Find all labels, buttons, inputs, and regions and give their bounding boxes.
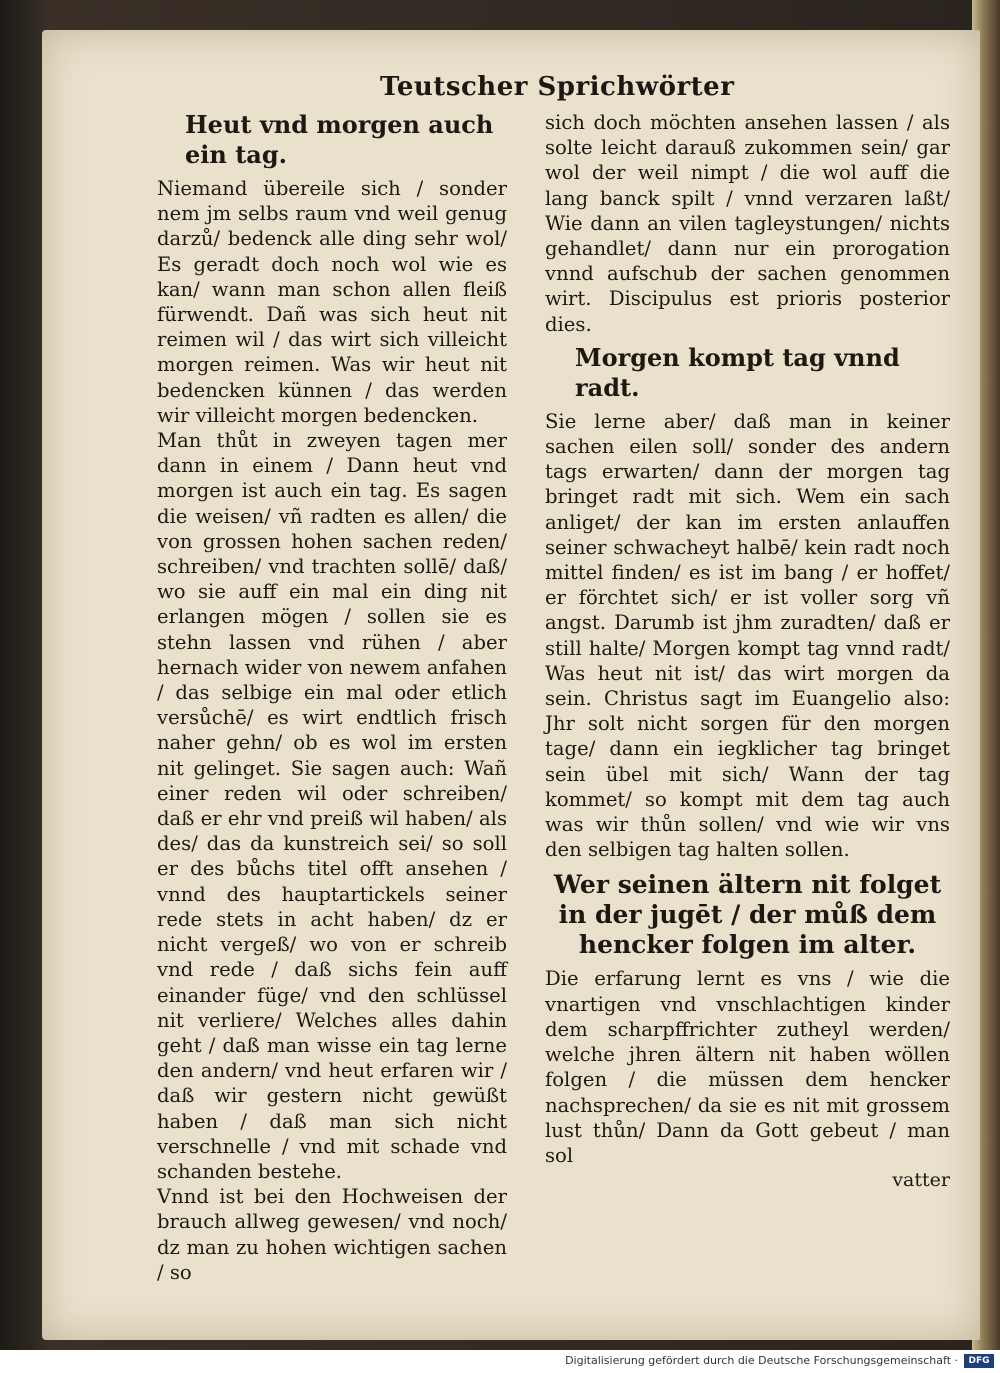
- left-column: [157, 110, 507, 1285]
- funding-notice: Digitalisierung gefördert durch die Deutsche Forschungsgemeinschaft ·: [565, 1354, 958, 1367]
- paragraph: sich doch möchten ansehen lassen / als solte leicht darauß zukommen sein/ gar wol der weil nimpt / die wol auff die lang banck spilt / vnnd verzaren laßt/ Wie dann an vilen tagleystungen/ nichts gehandlet/ dann nur ein prorogation vnnd aufschub der sachen genommen wirt. Discipulus est prioris posterior dies.: [545, 111, 950, 336]
- catchword: vatter: [892, 1169, 950, 1192]
- proverb-heading: Heut vnd morgen auch ein tag.: [185, 110, 494, 169]
- paragraph: Vnnd ist bei den Hochweisen der brauch allweg gewesen/ vnd noch/ dz man zu hohen wichtigen sachen / so: [157, 1185, 507, 1284]
- paragraph: Sie lerne aber/ daß man in keiner sachen eilen soll/ sonder des andern tags erwarten/ dann der morgen tag bringet radt mit sich. Wem ein sach anliget/ der kan im ersten anlauffen seiner schwacheyt halbē/ kein radt noch mittel finden/ es ist im bang / er hoffet/ er förchtet sich/ er ist voller sorg vñ angst. Darumb ist jhm zuradten/ daß er still halte/ Morgen kompt tag vnnd radt/ Was heut nit ist/ das wirt morgen da sein. Christus sagt im Euangelio also: Jhr solt nicht sorgen für den morgen tage/ dann ein iegklicher tag bringet sein übel mit sich/ Wann der tag kommet/ so kompt mit dem tag auch was wir thůn sollen/ vnd wie wir vns den selbigen tag halten sollen.: [545, 409, 950, 862]
- proverb-heading: Morgen kompt tag vnnd radt.: [575, 342, 900, 402]
- paragraph: Die erfarung lernt es vns / wie die vnartigen vnd vnschlachtigen kinder dem scharpffrichter zutheyl werden/ welche jhren ältern nit haben wöllen folgen / die müssen dem hencker nachsprechen/ da sie es nit mit grossem lust thůn/ Dann da Gott gebeut / man sol: [545, 967, 950, 1167]
- running-head: Teutscher Sprichwörter: [380, 72, 735, 102]
- right-column: [545, 110, 950, 1192]
- footer-bar: [0, 1350, 1000, 1373]
- proverb-heading: Wer seinen ältern nit folget in der jugēt / der můß dem hencker folgen im alter.: [553, 870, 942, 960]
- dfg-logo: DFG: [964, 1354, 994, 1368]
- paragraph: Man thůt in zweyen tagen mer dann in einem / Dann heut vnd morgen ist auch ein tag. Es sagen die weisen/ vñ radten es allen/ die von grossen hohen sachen reden/ schreiben/ vnd trachten sollē/ daß/ wo sie auff ein mal ein ding nit erlangen mögen / sollen sie es stehn lassen vnd rühen / aber hernach wider von newem anfahen / das selbige ein mal oder etlich versůchē/ es wirt endtlich frisch naher gehn/ ob es wol im ersten nit gelinget. Sie sagen auch: Wañ einer reden wil oder schreiben/ daß er ehr vnd preiß wil haben/ als des/ das da kunstreich sei/ so soll er des bůchs titel offt ansehen / vnnd des hauptartickels seiner rede stets in acht haben/ dz er nicht vergeß/ wo von er schreib vnd rede / daß sichs fein auff einander füge/ vnd den schlüssel nit verliere/ Welches alles dahin geht / daß man wisse ein tag lerne den andern/ vnd heut erfaren wir / daß wir gestern nicht gewüßt haben / daß man sich nicht verschnelle / vnd mit schade vnd schanden bestehe.: [157, 429, 507, 1183]
- paragraph: Niemand übereile sich / sonder nem jm selbs raum vnd weil genug darzů/ bedenck alle ding sehr wol/ Es geradt doch noch wol wie es kan/ wann man schon allen fleiß fürwendt. Dañ was sich heut nit reimen wil / das wirt sich villeicht morgen reimen. Was wir heut nit bedencken künnen / das werden wir villeicht morgen bedencken.: [157, 177, 507, 427]
